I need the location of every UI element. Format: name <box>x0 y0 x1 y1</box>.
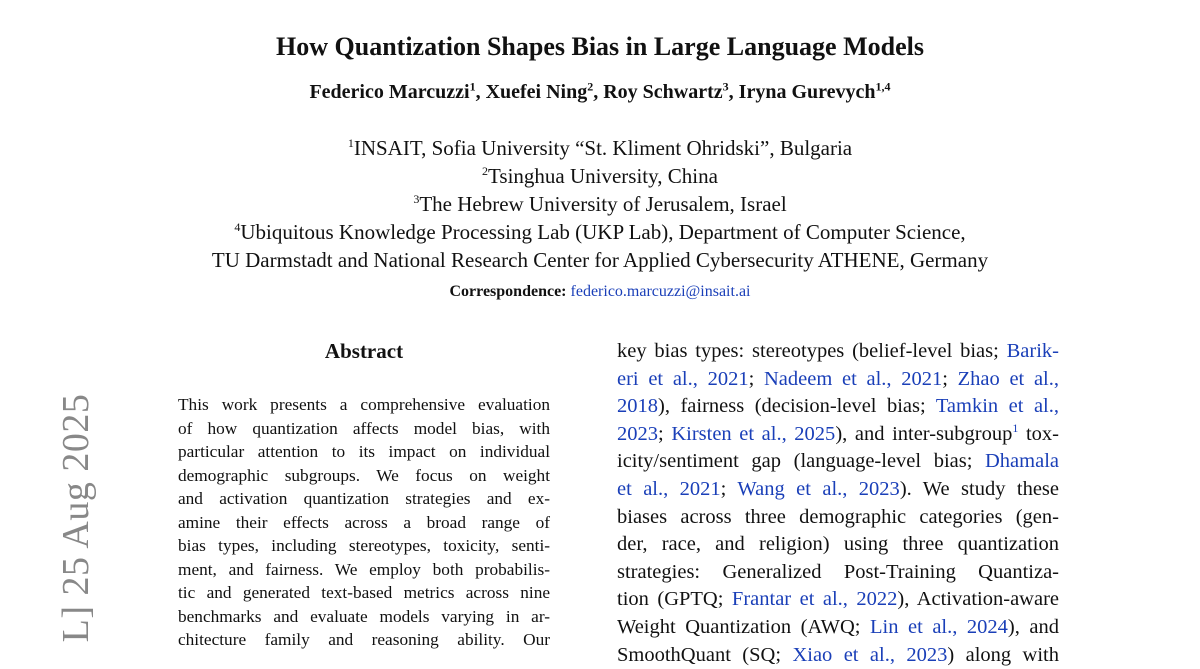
body-text: ; <box>658 422 672 445</box>
body-text: tion (GPTQ; <box>617 588 732 611</box>
author-affiliation-mark: 2 <box>587 79 594 94</box>
body-text: icity/sentiment gap (language-level bias; <box>617 450 985 473</box>
body-text: ), and <box>1007 615 1060 638</box>
body-line <box>617 476 1059 504</box>
body-text: Weight Quantization (AWQ; <box>617 615 871 638</box>
author-affiliation-mark: 3 <box>722 79 729 94</box>
citation-link[interactable]: Kirsten et al., 2025 <box>671 422 836 445</box>
abstract-line: amine their effects across a broad range of <box>178 512 550 532</box>
affiliation-line: TU Darmstadt and National Research Center for Applied Cybersecurity ATHENE, Germany <box>211 248 989 272</box>
affiliation-line: $^2$Tsinghua University, China <box>482 164 718 188</box>
body-line <box>617 586 1059 614</box>
body-text: biases across three demographic categories (gen- <box>617 505 1059 528</box>
body-text: ), and inter-subgroup <box>835 422 1013 445</box>
correspondence-email-link[interactable]: federico.marcuzzi@insait.ai <box>570 283 751 300</box>
body-text: ; <box>942 367 958 390</box>
abstract-line: This work presents a comprehensive evaluation <box>178 395 550 414</box>
body-text: ) along with <box>947 643 1059 666</box>
author-name: Roy Schwartz$^3$ <box>603 79 729 103</box>
abstract-line: chitecture family and reasoning ability. Our <box>178 630 550 649</box>
correspondence-label: Correspondence: <box>449 283 567 300</box>
citation-link[interactable]: Zhao et al., <box>957 367 1060 390</box>
affiliation-line: $^3$The Hebrew University of Jerusalem, Israel <box>413 192 787 216</box>
body-line <box>617 559 1059 587</box>
body-text: der, race, and religion) using three quantization <box>617 533 1059 556</box>
affiliation-number: 1 <box>347 136 354 150</box>
body-text: tox- <box>1018 422 1059 445</box>
body-line <box>617 504 1059 532</box>
abstract-line: tic and generated text-based metrics across nine <box>178 583 550 602</box>
author-affiliation-mark: 1,4 <box>875 79 891 94</box>
affiliation-number: 4 <box>234 220 241 234</box>
body-text: ; <box>748 367 764 390</box>
body-line <box>617 421 1059 449</box>
body-text: SmoothQuant (SQ; <box>617 643 793 666</box>
abstract-line: ment, and fairness. We employ both probabilis- <box>178 559 550 579</box>
citation-link[interactable]: Frantar et al., 2022 <box>731 588 898 611</box>
abstract-line: bias types, including stereotypes, toxicity, senti- <box>178 536 550 555</box>
abstract-line: particular attention to its impact on individual <box>178 442 550 461</box>
citation-link[interactable]: Dhamala <box>985 450 1059 473</box>
author-name: Xuefei Ning$^2$ <box>485 79 594 103</box>
body-text: ), Activation-aware <box>897 588 1059 611</box>
citation-link[interactable]: Xiao et al., 2023 <box>792 643 948 666</box>
abstract-heading: Abstract <box>324 339 404 363</box>
citation-link[interactable]: et al., 2021 <box>617 477 721 500</box>
body-text: ), fairness (decision-level bias; <box>658 395 936 418</box>
abstract-line: and activation quantization strategies and ex- <box>178 489 550 508</box>
abstract-line: benchmarks and evaluate models varying in ar- <box>178 606 550 626</box>
citation-link[interactable]: Tamkin et al., <box>935 395 1059 418</box>
correspondence <box>0 282 1200 302</box>
author-affiliation-mark: 1 <box>469 79 476 94</box>
paper-title: How Quantization Shapes Bias in Large Language Models <box>276 32 924 61</box>
arxiv-stamp-text: L] 25 Aug 2025 <box>55 393 97 643</box>
body-line <box>617 531 1059 559</box>
right-column-text <box>617 338 1059 669</box>
body-line <box>617 448 1059 476</box>
body-line <box>617 614 1059 642</box>
body-text: strategies: Generalized Post-Training Quantiza- <box>617 560 1059 583</box>
abstract-body <box>178 393 550 652</box>
affiliation-list <box>0 134 1200 274</box>
body-line <box>617 393 1059 421</box>
citation-link[interactable]: Barik- <box>1006 340 1059 362</box>
footnote-mark[interactable]: 1 <box>1012 420 1019 435</box>
affiliation-number: 2 <box>482 164 489 178</box>
body-text: ). We study these <box>899 477 1059 500</box>
body-line <box>617 338 1059 366</box>
author-list: Federico Marcuzzi$^1$, Xuefei Ning$^2$, Roy Schwartz$^3$, Iryna Gurevych$^{1,4}$ <box>309 79 891 103</box>
citation-link[interactable]: Lin et al., 2024 <box>870 615 1008 638</box>
body-line <box>617 366 1059 394</box>
author-name: Federico Marcuzzi$^1$ <box>309 79 476 103</box>
citation-link[interactable]: 2018 <box>617 395 658 418</box>
body-line <box>617 642 1059 669</box>
citation-link[interactable]: Wang et al., 2023 <box>737 477 900 500</box>
affiliation-line: $^4$Ubiquitous Knowledge Processing Lab (UKP Lab), Department of Computer Science, <box>234 220 966 244</box>
affiliation-number: 3 <box>413 192 420 206</box>
body-text: ; <box>720 477 738 500</box>
citation-link[interactable]: eri et al., 2021 <box>617 367 749 390</box>
author-name: Iryna Gurevych$^{1,4}$ <box>738 79 891 103</box>
abstract-line: demographic subgroups. We focus on weight <box>178 465 550 485</box>
citation-link[interactable]: Nadeem et al., 2021 <box>763 367 943 390</box>
affiliation-line: $^1$INSAIT, Sofia University “St. Kliment Ohridski”, Bulgaria <box>347 136 853 160</box>
abstract-line: of how quantization affects model bias, with <box>178 418 550 438</box>
body-text: key bias types: stereotypes (belief-level bias; <box>617 340 1007 362</box>
citation-link[interactable]: 2023 <box>617 422 658 445</box>
